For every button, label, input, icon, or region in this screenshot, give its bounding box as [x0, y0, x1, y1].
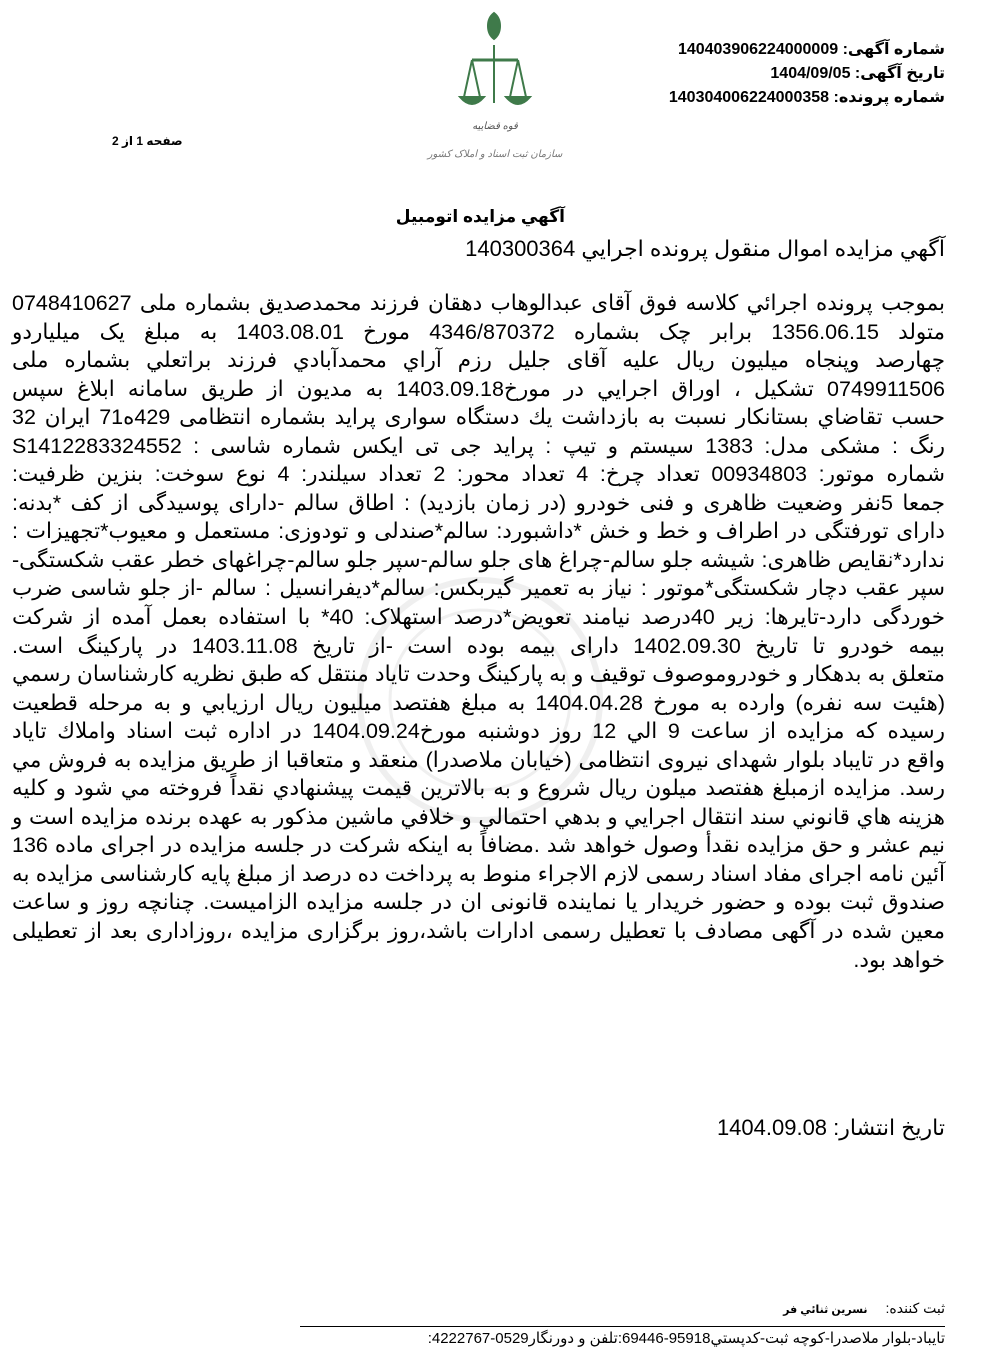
case-number: 140304006224000358 — [668, 89, 830, 106]
registrar-label: ثبت كننده: — [885, 1300, 945, 1316]
publication-date — [717, 1115, 945, 1141]
logo-line2: سازمان ثبت اسناد و املاک کشور — [427, 149, 563, 160]
document-subtitle: آگهي مزايده اموال منقول پرونده اجرايي 140300364 — [465, 236, 945, 261]
body-line: متعلق به بدهكار و خودروموصوف توقيف و به پاركينگ وحدت تاياد منتقل كه طبق نظريه كارشناسان رسمي — [12, 662, 945, 687]
body-line: خواهد بود. — [853, 947, 945, 972]
body-line: بموجب پرونده اجرائي كلاسه فوق آقای عبدالوهاب دهقان فرزند محمدصدیق بشماره ملی 0748410627 — [12, 291, 945, 315]
ad-number-row — [669, 38, 945, 62]
body-line: حسب تقاضاي بستانكار نسبت به بازداشت يك دستگاه سواری پراید بشماره انتظامی 429ه71 ایران 32 — [12, 405, 946, 430]
body-line: خوردگی دارد-تایرها: زیر 40درصد نیامند تعویض*درصد استهلاک: 40* با استفاده بعمل آمده از شرکت — [12, 605, 945, 630]
ad-date-row — [669, 62, 945, 86]
ad-date-label: تاریخ آگهی: — [854, 65, 945, 82]
office-address: تایباد-بلوار ملاصدرا-کوچه ثبت-کدپستي95918-69446:تلفن و دورنگار0529-4222767: — [427, 1330, 945, 1347]
registrar — [783, 1300, 945, 1317]
announcement-body — [12, 289, 945, 974]
body-line: رسد. مزايده ازمبلغ هفتصد ميلون ريال شروع و به بالاترين قيمت پيشنهادي نقداً فروخته مي شود و كليه — [12, 776, 945, 801]
body-line: واقع در تایباد بلوار شهدای نیروی انتظامی (خیابان ملاصدرا) منعقد و متعاقبا از طريق مزايده به فروش مي — [12, 747, 945, 772]
body-line: سپر عقب دچار شکستگی*موتور : نیاز به تعمیر گیربکس: سالم*دیفرانسیل : سالم -از جلو شاسی ضرب — [12, 576, 945, 601]
judiciary-emblem-logo — [410, 5, 580, 170]
body-line: آئین نامه اجرای مفاد اسناد رسمی لازم الاجراء منوط به پرداخت ده درصد از مبلغ پایه کارشناسی مزایده به — [12, 861, 945, 886]
ad-number-label: شماره آگهی: — [842, 41, 945, 58]
body-line: رنگ : مشکی مدل: 1383 سیستم و تیپ : پراید جی تی ایکس شماره شاسی : S1412283324552 — [12, 433, 945, 458]
case-number-label: شماره پرونده: — [833, 89, 945, 106]
body-line: (هئيت سه نفره) وارده به مورخ 1404.04.28 به مبلغ هفتصد ميليون ريال ارزيابي و به مرحله قطعيت — [12, 690, 945, 715]
body-line: صندوق ثبت بوده و حضور خریدار یا نماینده قانونی ان در جلسه مزایده الزامیست. چنانچه روز و ساعت — [12, 890, 945, 915]
body-line: متولد 1356.06.15 برابر چک بشماره 4346/870372 مورخ 1403.08.01 به مبلغ یک میلیاردو — [12, 319, 946, 344]
body-line: شماره موتور: 00934803 تعداد چرخ: 4 تعداد محور: 2 تعداد سیلندر: 4 نوع سوخت: بنزین ظرفیت: — [12, 462, 945, 487]
footer-divider — [300, 1326, 945, 1327]
body-line: جمعا 5نفر وضعیت ظاهری و فنی خودرو (در زمان بازدید) : اطاق سالم -دارای پوسیدگی از کف *بدنه: — [12, 490, 945, 515]
body-line: ندارد*نقایص ظاهری: شیشه جلو سالم-چراغ های جلو سالم-سپر جلو سالم-چراغهای خطر عقب شکستگی- — [12, 547, 945, 572]
publication-date-value: 1404.09.08 — [716, 1115, 828, 1140]
body-line: بیمه خودرو تا تاریخ 1402.09.30 دارای بیمه بوده است -از تاریخ 1403.11.08 در پارکینگ است. — [12, 633, 945, 658]
body-line: دارای تورفتگی در اطراف و خط و خش *داشبورد: سالم*صندلی و تودوزی: مستعمل و معیوب*تجهیزات : — [12, 519, 945, 544]
body-line: هزينه هاي قانوني سند انتقال اجرايي و بدهي احتمالي و خلافي ماشين مذكور به عهده برنده مزايده است و — [12, 804, 945, 829]
body-line: معین شده در آگهی مصادف با تعطیل رسمی ادارات باشد،روز برگزاری مزایده ،روزاداری بعد از تعطیلی — [12, 919, 945, 944]
body-line: نیم عشر و حق مزایده نقدأ وصول خواهد شد .مضافاً به اینکه شرکت در جلسه مزایده در اجرای ماده 136 — [12, 833, 945, 858]
publication-date-label: تاریخ انتشار: — [833, 1115, 945, 1140]
page-indicator: صفحه 1 از 2 — [112, 134, 183, 148]
body-line: رسيده كه مزايده از ساعت 9 الي 12 روز دوشنبه مورخ1404.09.24 در اداره ثبت اسناد واملاك تاياد — [12, 719, 945, 744]
document-title: آگهي مزايده اتومبيل — [395, 207, 565, 226]
body-line: 0749911506 تشکیل ، اوراق اجرايي در مورخ1403.09.18 به مدیون از طریق سامانه ابلاغ سپس — [12, 376, 946, 401]
ad-date: 1404/09/05 — [770, 65, 851, 82]
logo-line1: قوه قضاییه — [472, 121, 518, 132]
body-line: چهارصد وپنجاه میلیون ریال علیه آقای جلیل رزم آراي محمدآبادي فرزند براتعلي بشماره ملی — [12, 348, 945, 373]
registrar-name: نسرين ثنائي فر — [783, 1304, 868, 1316]
case-number-row — [669, 86, 945, 110]
ad-info — [669, 38, 945, 110]
ad-number: 14040390622400000​9 — [677, 41, 839, 58]
